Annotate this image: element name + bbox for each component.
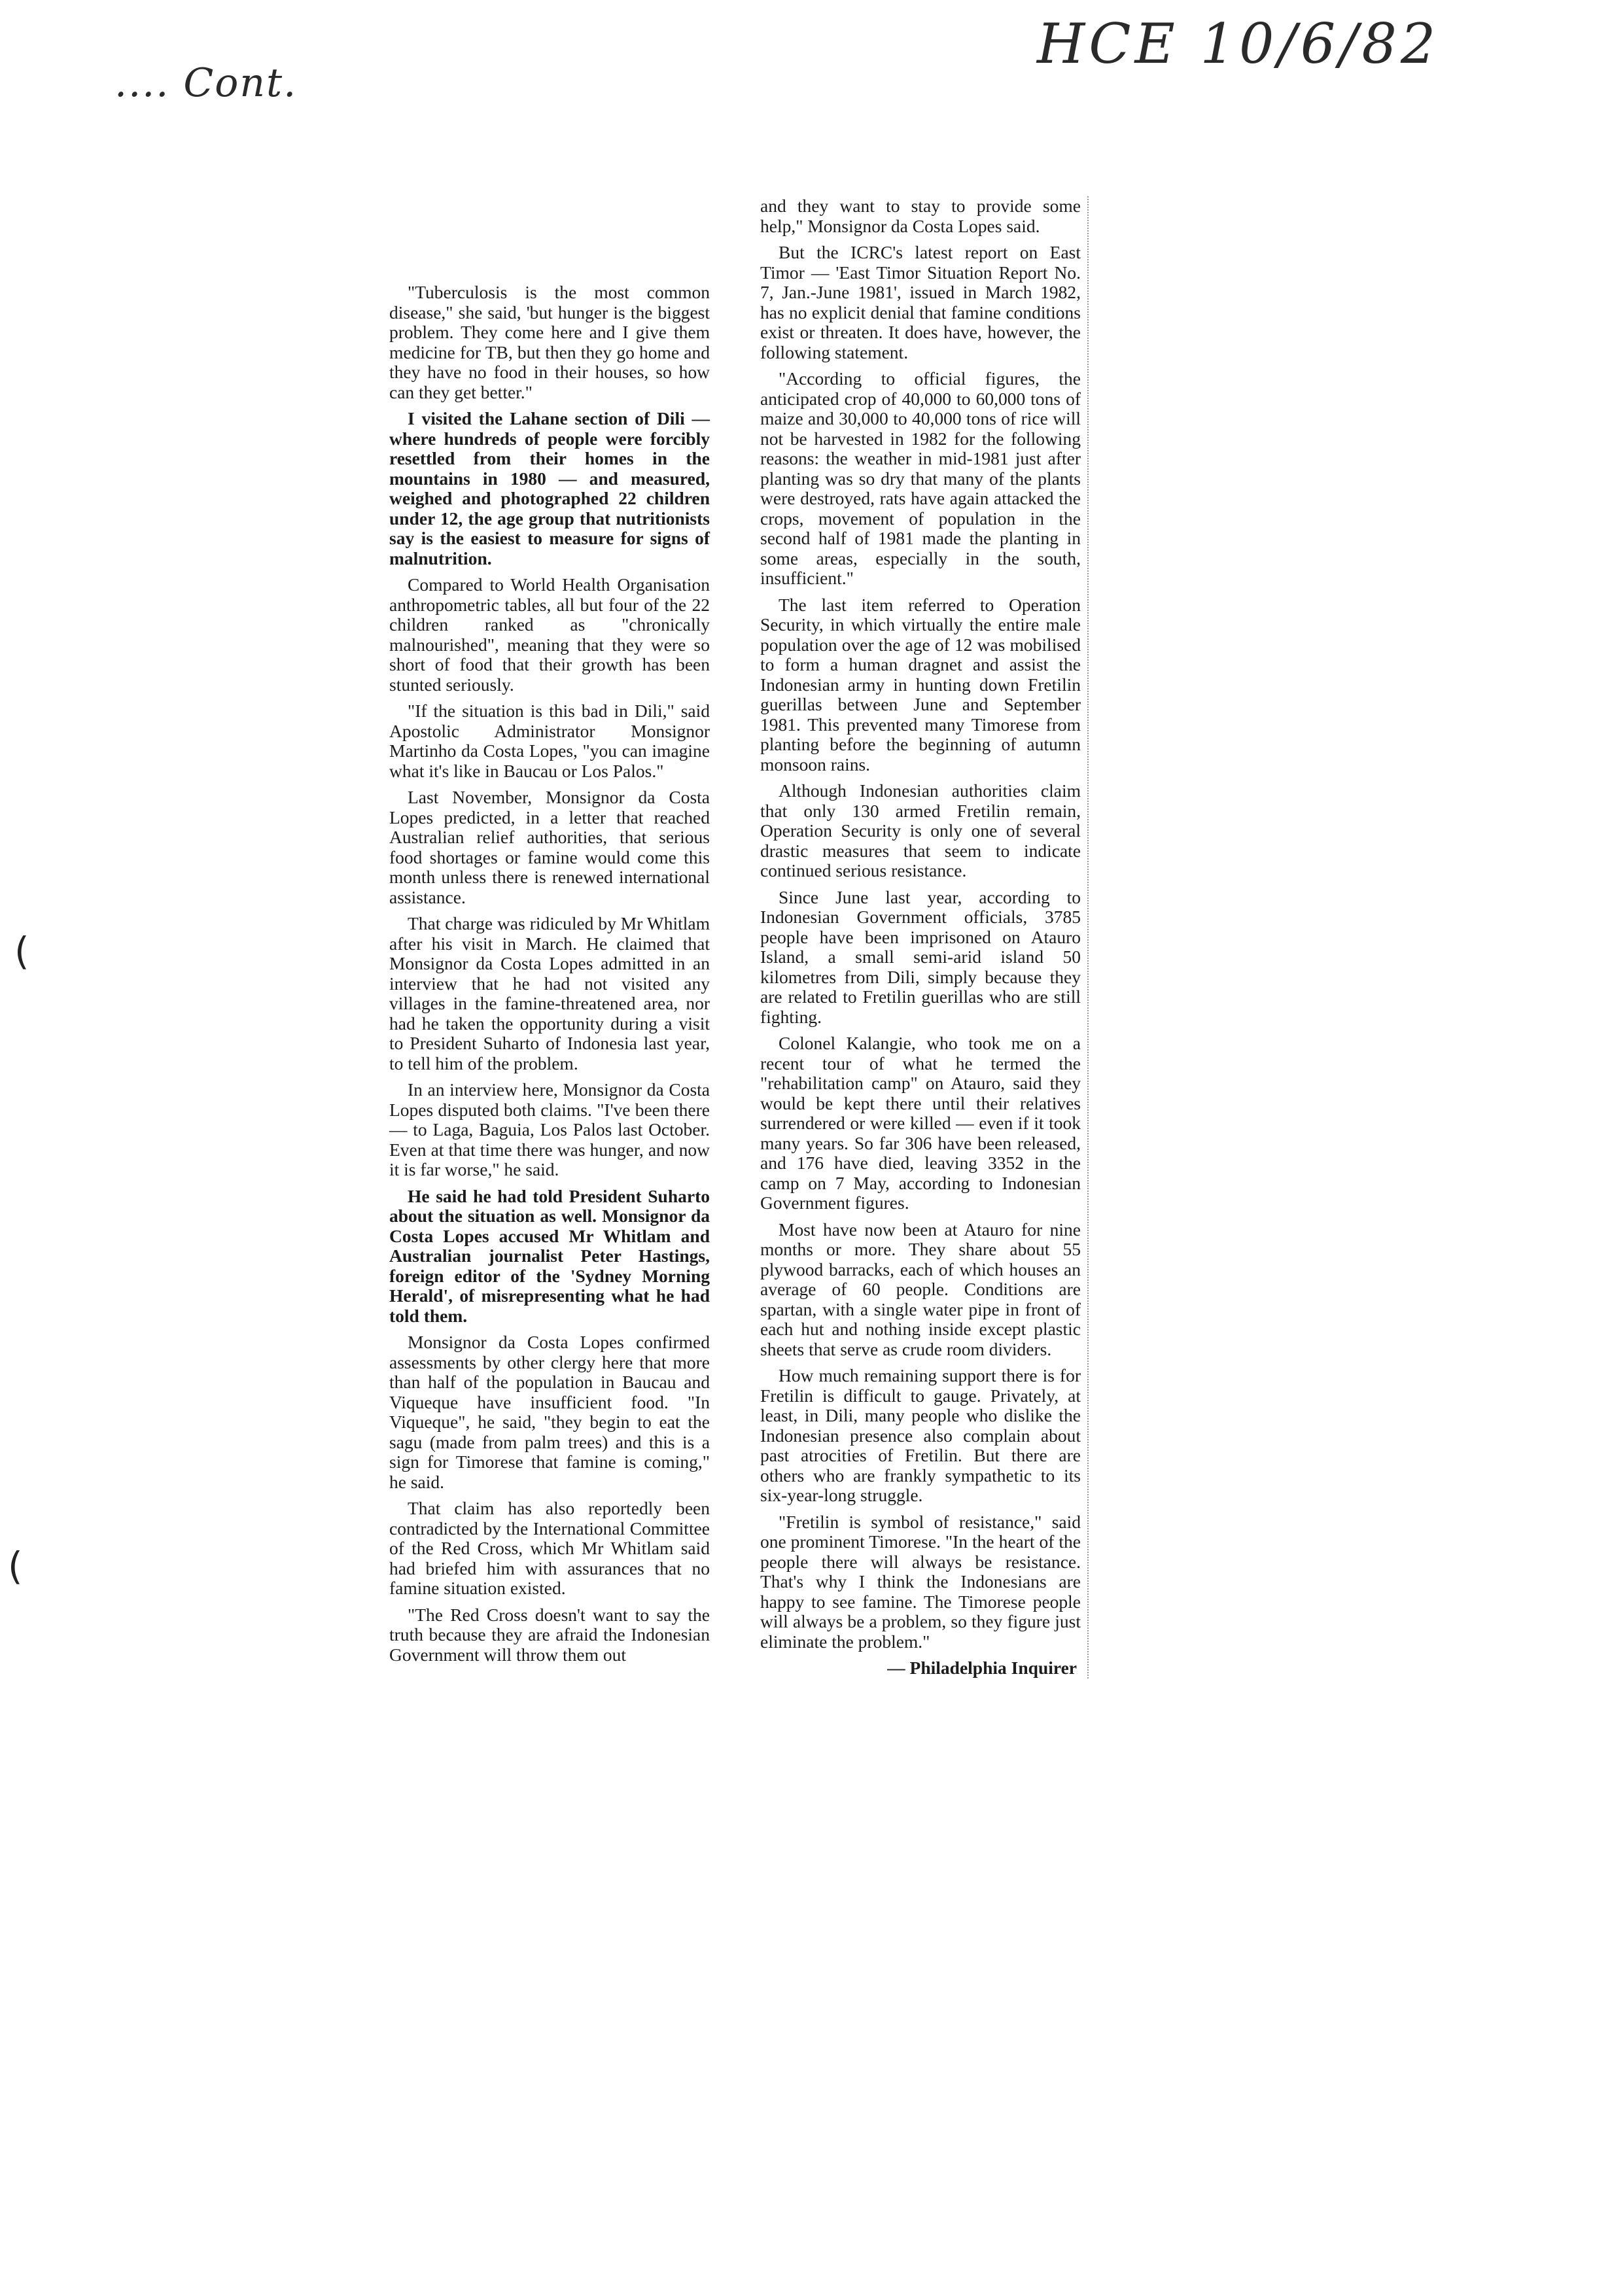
article-paragraph: "Tuberculosis is the most common disease," she said, 'but hunger is the biggest problem. They come here and I give them medicine for TB, but then they go home and they have no food in their houses, so how can they get better." [389, 282, 710, 402]
article-paragraph: That claim has also reportedly been contradicted by the International Committee of the Red Cross, which Mr Whitlam said had briefed him with assurances that no famine situation existed. [389, 1498, 710, 1598]
article-paragraph: and they want to stay to provide some help," Monsignor da Costa Lopes said. [760, 196, 1081, 236]
article-paragraph: In an interview here, Monsignor da Costa Lopes disputed both claims. "I've been there — to Laga, Baguia, Los Palos last October. Even at that time there was hunger, and now it is far worse," he said. [389, 1079, 710, 1179]
article-column-1 [389, 283, 710, 1671]
article-paragraph: Monsignor da Costa Lopes confirmed assessments by other clergy here that more than half of the population in Baucau and Viqueque have insufficient food. "In Viqueque", he said, "they begin to eat the sagu (made from palm trees) and this is a sign for Timorese that famine is coming," he said. [389, 1332, 710, 1492]
article-paragraph: "According to official figures, the anticipated crop of 40,000 to 60,000 tons of maize and 30,000 to 40,000 tons of rice will not be harvested in 1982 for the following reasons: the weather in mid-1981 just after planting was so dry that many of the plants were destroyed, rats have again attacked the crops, movement of population in the second half of 1981 made the planting in some areas, especially in the south, insufficient." [760, 368, 1081, 588]
article-paragraph: Last November, Monsignor da Costa Lopes predicted, in a letter that reached Australian relief authorities, that serious food shortages or famine would come this month unless there is renewed international assistance. [389, 787, 710, 907]
article-paragraph: But the ICRC's latest report on East Timor — 'East Timor Situation Report No. 7, Jan.-June 1981', issued in March 1982, has no explicit denial that famine conditions exist or threaten. It does have, however, the following statement. [760, 242, 1081, 362]
article-paragraph: I visited the Lahane section of Dili — where hundreds of people were forcibly resettled from their homes in the mountains in 1980 — and measured, weighed and photographed 22 children under 12, the age group that nutritionists say is the easiest to measure for signs of malnutrition. [389, 408, 710, 568]
article-paragraph: Although Indonesian authorities claim that only 130 armed Fretilin remain, Operation Security is only one of several drastic measures that seem to indicate continued serious resistance. [760, 780, 1081, 880]
article-paragraph: "If the situation is this bad in Dili," said Apostolic Administrator Monsignor Martinho da Costa Lopes, "you can imagine what it's like in Baucau or Los Palos." [389, 701, 710, 781]
article-paragraph: "The Red Cross doesn't want to say the truth because they are afraid the Indonesian Government will throw them out [389, 1604, 710, 1665]
article-source: — Philadelphia Inquirer [887, 1658, 1077, 1678]
article-paragraph: How much remaining support there is for Fretilin is difficult to gauge. Privately, at least, in Dili, many people who dislike the Indonesian presence also complain about past atrocities of Fretilin. But there are others who are frankly sympathetic to its six-year-long struggle. [760, 1365, 1081, 1505]
article-paragraph: Most have now been at Atauro for nine months or more. They share about 55 plywood barracks, each of which houses an average of 60 people. Conditions are spartan, with a single water pipe in front of each hut and nothing inside except plastic sheets that serve as crude room dividers. [760, 1219, 1081, 1359]
punch-hole-mark: ( [8, 1544, 23, 1588]
article-paragraph: He said he had told President Suharto about the situation as well. Monsignor da Costa Lopes accused Mr Whitlam and Australian journalist Peter Hastings, foreign editor of the 'Sydney Morning Herald', of misrepresenting what he had told them. [389, 1185, 710, 1326]
article-paragraph: That charge was ridiculed by Mr Whitlam after his visit in March. He claimed that Monsignor da Costa Lopes admitted in an interview that he had not visited any villages in the famine-threatened area, nor had he taken the opportunity during a visit to President Suharto of Indonesia last year, to tell him of the problem. [389, 913, 710, 1073]
article-paragraph: Since June last year, according to Indonesian Government officials, 3785 people have been imprisoned on Atauro Island, a small semi-arid island 50 kilometres from Dili, simply because they are related to Fretilin guerillas who are still fighting. [760, 886, 1081, 1027]
article-column-2 [760, 196, 1089, 1679]
punch-hole-mark: ( [14, 929, 29, 973]
article-column-2-body [760, 196, 1081, 1652]
date-reference-annotation: HCE 10/6/82 [1037, 12, 1440, 76]
article-paragraph: Compared to World Health Organisation anthropometric tables, all but four of the 22 children ranked as "chronically malnourished", meaning that they were so short of food that their growth has been stunted seriously. [389, 574, 710, 695]
article-paragraph: "Fretilin is symbol of resistance," said one prominent Timorese. "In the heart of the people there will always be resistance. That's why I think the Indonesians are happy to see famine. The Timorese people will always be a problem, so they figure just eliminate the problem." [760, 1511, 1081, 1652]
article-paragraph: The last item referred to Operation Security, in which virtually the entire male population over the age of 12 was mobilised to form a human dragnet and assist the Indonesian army in hunting down Fretilin guerillas between June and September 1981. This prevented many Timorese from planting before the beginning of autumn monsoon rains. [760, 594, 1081, 774]
article-paragraph: Colonel Kalangie, who took me on a recent tour of what he termed the "rehabilitation camp" on Atauro, said they would be kept there until their relatives surrendered or were killed — even if it took many years. So far 306 have been released, and 176 have died, leaving 3352 in the camp on 7 May, according to Indonesian Government figures. [760, 1033, 1081, 1213]
continued-annotation: .... Cont. [114, 60, 298, 106]
